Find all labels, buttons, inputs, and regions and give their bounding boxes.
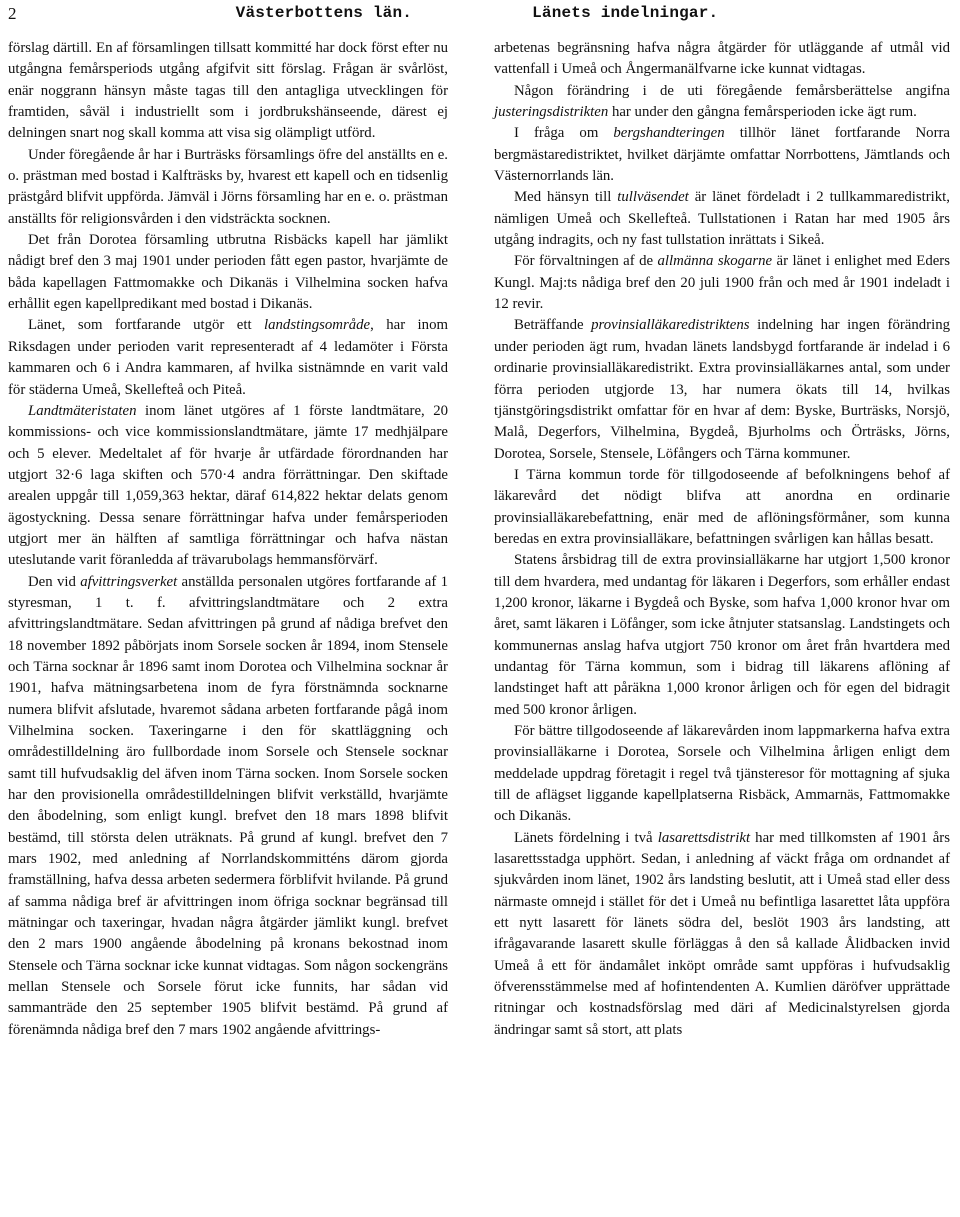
paragraph xyxy=(8,145,448,230)
paragraph xyxy=(494,251,950,315)
paragraph-text: har under den gångna femårsperioden icke ägt rum. xyxy=(608,104,917,121)
paragraph-text: Någon förändring i de uti föregående femårsberättelse angifna xyxy=(514,82,950,99)
italic-term: bergshandteringen xyxy=(613,125,725,142)
paragraph-text: tillhör länet fortfarande Norra bergmästaredistriktet, hvilket därjämte omfattar Norrbottens, Jämtlands och Västernorrlands län. xyxy=(494,125,950,185)
paragraph-text: För förvaltningen af de xyxy=(514,253,658,270)
paragraph-text: I fråga om xyxy=(514,125,614,142)
paragraph-text: Det från Dorotea församling utbrutna Risbäcks kapell har jämlikt nådigt bref den 3 maj 1901 under perioden fått egen pastor, hvarjämte de båda kapellagen Fattmomakke och Dikanäs i Vilhelmina socken hafva erhållit egen kapellpredikant med bostad i Dikanäs. xyxy=(8,232,448,313)
paragraph xyxy=(494,123,950,187)
paragraph-text: inom länet utgöres af 1 förste landtmätare, 20 kommissions- och vice kommissionslandtmätare, jämte 17 medhjälpare och 5 elever. Medeltalet af för hvarje år utfärdade förordnanden har utgjort 32·6 laga skiften och 570·4 andra förrättningar. Den skiftade arealen uppgår till 1,059,363 hektar, däraf 614,822 hektar delats genom ägostyckning. Dessa senare förrättningar hafva under femårsperioden utgjort mer än hälften af samtliga förrättningar och hafva nästan uteslutande varit föranledda af trävarubolags hemmansförvärf. xyxy=(8,402,448,569)
paragraph xyxy=(8,572,448,1042)
italic-term: provinsialläkaredistriktens xyxy=(591,317,750,334)
paragraph xyxy=(494,465,950,550)
paragraph-text: anställda personalen utgöres fortfarande af 1 styresman, 1 t. f. afvittringslandtmätare och 2 extra afvittringslandtmätare. Sedan afvittringen på grund af nådiga brefvet den 18 november 1892 påbörjats inom Sorsele socken år 1894, inom Stensele och Tärna socknar år 1896 samt inom Dorotea och Vilhelmina socknar år 1901, hafva mätningsarbetena inom de fyra förstnämnda socknarne numera blifvit afslutade, hvaremot sådana arbeten fortfarande pågå inom Vilhelmina socken. Taxeringarne i den för skattläggning och områdestilldelning äro fullbordade inom Sorsele och Stensele socknar samt till hufvudsaklig del äfven inom Tärna socken. Inom Sorsele socken har den provisionella områdestilldelningen blifvit verkställd, hvarjämte den åbodelning, som enligt kungl. brefvet den 18 mars 1898 blifvit bestämd, till största delen uträknats. På grund af kungl. brefvet den 7 mars 1902, med anledning af Norrlandskommitténs därom gjorda framställning, hafva dessa arbeten sedermera förblifvit hvilande. På grund af samma nådiga bref är afvittringen inom öfriga socknar begränsad till mätningar och taxeringar, hvadan några åtgärder jämlikt kungl. brefvet den 2 mars 1900 angående åbodelning på kronans bekostnad inom Stensele och Tärna socknar icke kunnat vidtagas. Som någon sockengräns mellan Stensele och Sorsele förut icke funnits, har sådan vid sammanträde den 25 september 1905 blifvit bestämd. På grund af förenämnda nådiga bref den 7 mars 1902 angående afvittrings- xyxy=(8,573,448,1038)
paragraph xyxy=(8,401,448,572)
running-title xyxy=(8,4,946,22)
italic-term: justeringsdistrikten xyxy=(494,104,609,121)
paragraph-text: är länet fördeladt i 2 tullkammaredistrikt, nämligen Umeå och Skellefteå. Tullstationen i Ratan har med 1905 års utgång indragits, och ny fast tullstation inrättats i Sikeå. xyxy=(494,189,950,249)
running-title-right: Länets indelningar. xyxy=(532,4,719,22)
paragraph-text: arbetenas begränsning hafva några åtgärder för utläggande af utmål vid vattenfall i Umeå och Ångermanälfvarne icke kunnat vidtagas. xyxy=(494,40,950,78)
paragraph-text: Med hänsyn till xyxy=(514,189,618,206)
italic-term: tullväsendet xyxy=(617,189,689,206)
italic-term: lasarettsdistrikt xyxy=(657,829,751,846)
italic-term: Landtmäteristaten xyxy=(28,402,137,419)
paragraph-text: För bättre tillgodoseende af läkarevården inom lappmarkerna hafva extra provinsialläkarne i Dorotea, Sorsele och Vilhelmina årligen enligt dem meddelade uppdrag företagit i regel två tjänsteresor för mottagning af sjuka till de aflägset liggande kapellplatserna Risbäck, Ammarnäs, Fattmomakke och Dikanäs. xyxy=(494,723,950,825)
page-header xyxy=(8,4,946,30)
paragraph-text: Den vid xyxy=(28,573,81,590)
paragraph-text: är länet i enlighet med Eders Kungl. Maj:ts nådiga bref den 20 juli 1900 från och med år 1901 indeladt i 12 revir. xyxy=(494,253,950,313)
paragraph xyxy=(8,230,448,315)
paragraph-text: förslag därtill. En af församlingen tillsatt kommitté har dock först efter nu utgångna femårsperiods utgång afgifvit sitt förslag. Frågan är svårlöst, enär noggrann hänsyn måste tagas till den antagliga utvecklingen för framtiden, såväl i industriellt som i jordbrukshänseende, därest ej delningen snart nog skall komma att visa sig olämpligt utförd. xyxy=(8,40,448,142)
paragraph-text: Länet, som fortfarande utgör ett xyxy=(28,317,265,334)
paragraph-text: Under föregående år har i Burträsks församlings öfre del anställts en e. o. prästman med bostad i Kalfträsks by, hvarest ett kapell och en tidsenlig prästgård blifvit uppförda. Jämväl i Jörns församling har en e. o. prästman anställts för religionsvården i den vidsträckta socknen. xyxy=(8,146,448,227)
left-column xyxy=(8,38,448,1041)
paragraph xyxy=(494,828,950,1041)
paragraph xyxy=(494,315,950,464)
paragraph-text: har med tillkomsten af 1901 års lasarettsstadga upphört. Sedan, i anledning af väckt fråga om ordnandet af sjukvården inom länet, 1902 års landsting beslutit, att i Umeå stad eller dess närmaste omnejd i stället för det i Umeå nu befintliga lasarettet låta uppföra ett nytt lasarett för länets södra del, beslöt 1903 års landsting, att ifrågavarande lasarett skulle förläggas å den så kallade Ålidbacken invid Umeå å ett för ändamålet inköpt område samt uppföras i hufvudsaklig öfverensstämmelse med af hofintendenten A. Kumlien däröfver upprättade ritningar och kostnadsförslag med däri af Medicinalstyrelsen gjorda ändringar samt så stort, att plats xyxy=(494,829,950,1038)
paragraph-text: Länets fördelning i två xyxy=(514,829,658,846)
running-title-left: Västerbottens län. xyxy=(235,4,413,22)
paragraph xyxy=(494,187,950,251)
paragraph xyxy=(494,721,950,828)
paragraph xyxy=(494,38,950,81)
paragraph xyxy=(8,38,448,145)
paragraph-text: Statens årsbidrag till de extra provinsialläkarne har utgjort 1,500 kronor till dem hvardera, med undantag för läkaren i Degerfors, som erhåller endast 1,200 kronor, läkarne i Bygdeå och Byske, som hafva 1,000 kronor hvar om året, samt läkaren i Löfånger, som icke åtnjuter statsanslag. Landstingets och kommunernas anslag hafva utgjort 750 kronor om året från hvartdera med undantag för Tärna kommun, som i bidrag till läkarens aflöning af landstinget haft att påräkna 1,000 kronor årligen och för egen del bidragit med 500 kronor årligen. xyxy=(494,552,950,718)
paragraph xyxy=(494,81,950,124)
right-column xyxy=(494,38,950,1041)
paragraph-text: , har inom Riksdagen under perioden varit representeradt af 4 ledamöter i Första kammaren och 6 i Andra kammaren, af hvilka sistnämnde en varit vald för städerna Umeå, Skellefteå och Piteå. xyxy=(8,317,448,398)
italic-term: landstingsområde xyxy=(264,317,371,334)
paragraph xyxy=(494,550,950,721)
page-number: 2 xyxy=(8,4,17,23)
paragraph-text: Beträffande xyxy=(514,317,592,334)
italic-term: allmänna skogarne xyxy=(657,253,773,270)
paragraph-text: I Tärna kommun torde för tillgodoseende af befolkningens behof af läkarevård det nödigt blifva att anordna en ordinarie provinsialläkarebefattning, enär med de aflöningsförmåner, som kunna beredas en extra provinsialläkare, befattningen svårligen kan hållas besatt. xyxy=(494,466,950,547)
paragraph-text: indelning har ingen förändring under perioden ägt rum, hvadan länets landsbygd fortfarande är indelad i 6 ordinarie provinsialläkaredistrikt. Extra provinsialläkarnes antal, som under förra perioden utgjorde 13, har numera ökats till 14, hvilkas tjänstgöringsdistrikt omfattar för en hvar af dem: Byske, Burträsks, Norsjö, Malå, Degerfors, Vilhelmina, Bygdeå, Bjurholms och Örträsks, Jörns, Dorotea, Sorsele, Stensele, Löfångers och Tärna kommuner. xyxy=(494,317,950,462)
italic-term: afvittringsverket xyxy=(80,573,178,590)
paragraph xyxy=(8,315,448,400)
